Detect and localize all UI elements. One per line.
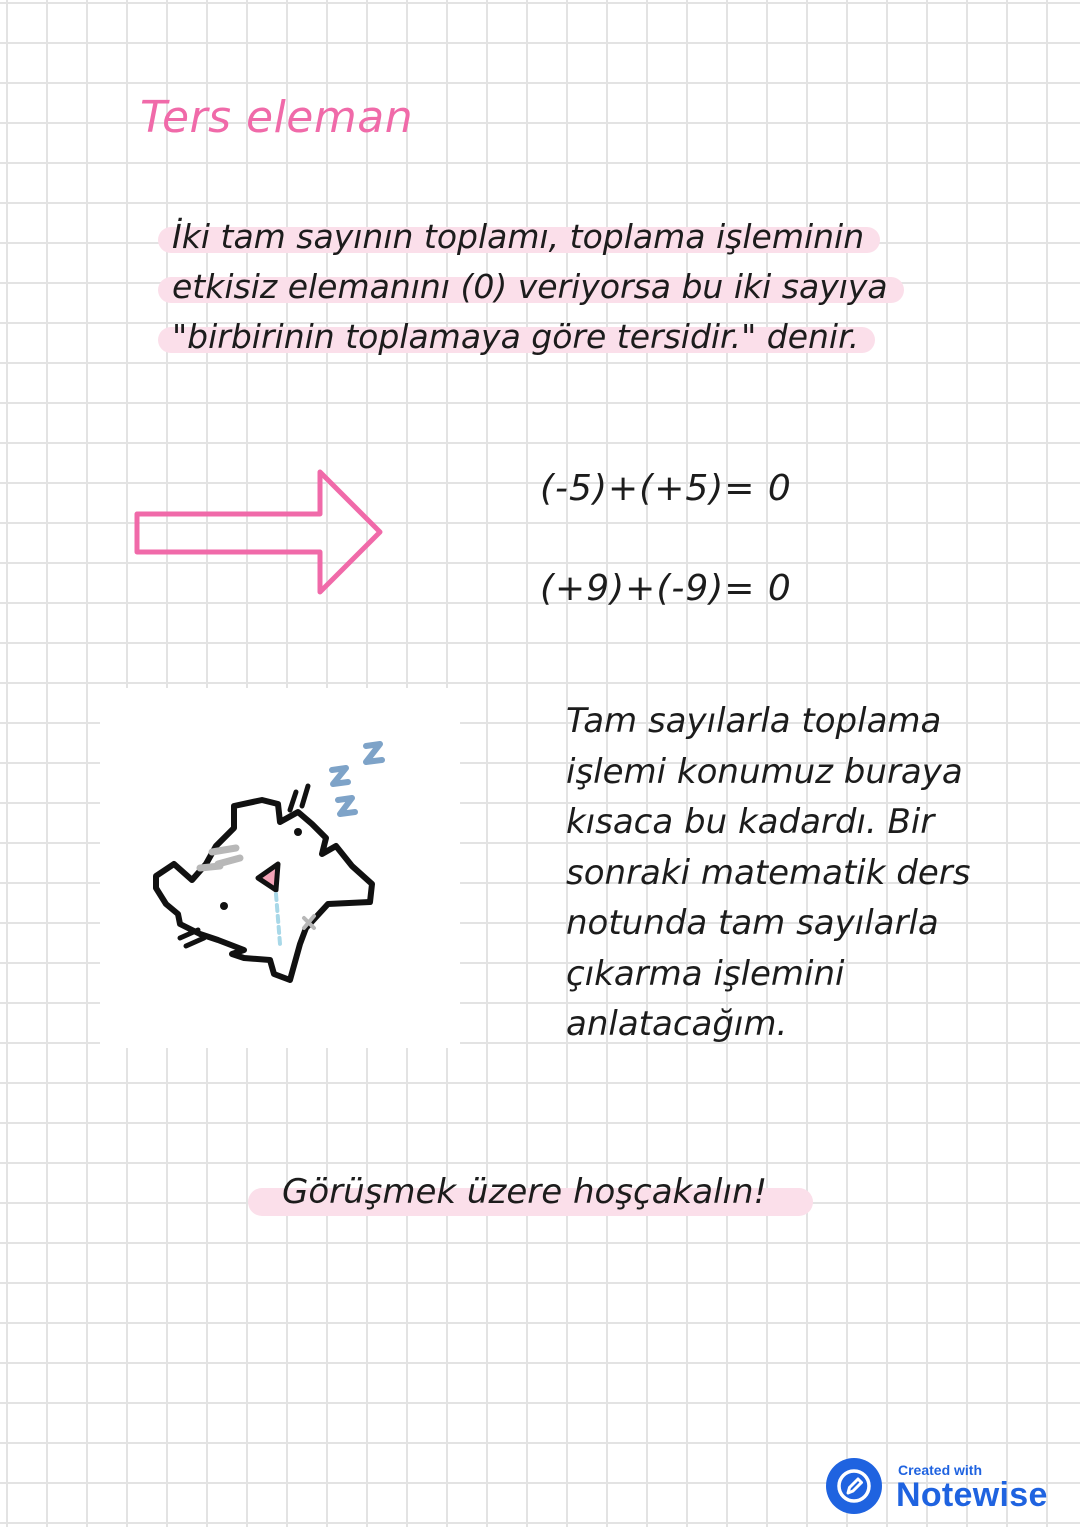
goodbye-text: Görüşmek üzere hoşçakalın! [248,1172,813,1212]
definition-line: İki tam sayının toplamı, toplama işleminin [158,212,880,262]
badge-caption: Created with [898,1462,983,1478]
example-equation: (-5)+(+5)= 0 [540,468,792,509]
closing-paragraph [566,696,1036,1050]
notewise-badge[interactable] [826,1458,1066,1518]
closing-line: anlatacağım. [566,1004,788,1044]
sleeping-cat-icon [100,688,460,1048]
closing-line: notunda tam sayılarla [566,903,939,943]
definition-line: etkisiz elemanını (0) veriyorsa bu iki sayıya [158,262,904,312]
notewise-logo [826,1458,882,1514]
definition-paragraph [158,212,978,362]
sleeping-cat-illustration [100,688,460,1048]
page-title: Ters eleman [140,92,414,143]
pencil-icon [836,1468,872,1504]
badge-brand: Notewise [896,1476,1048,1514]
closing-line: çıkarma işlemini [566,953,845,994]
arrow-right-icon [134,468,388,598]
closing-line: kısaca bu kadardı. Bir [566,802,935,842]
closing-line: sonraki matematik ders [566,852,971,893]
closing-line: işlemi konumuz buraya [566,751,963,792]
example-equation: (+9)+(-9)= 0 [540,568,792,609]
definition-line: "birbirinin toplamaya göre tersidir." denir. [158,312,875,362]
closing-line: Tam sayılarla toplama [566,701,942,741]
